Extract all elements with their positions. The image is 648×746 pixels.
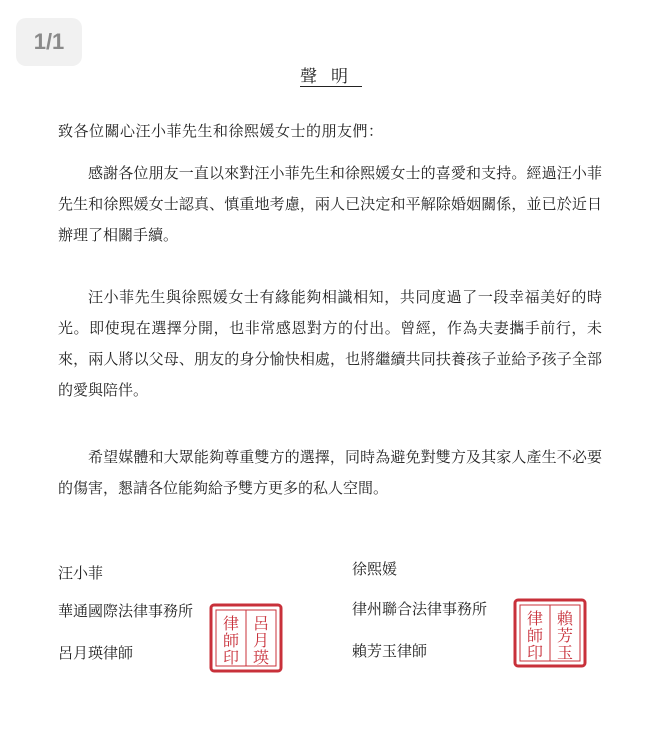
left-law-firm: 華通國際法律事務所 (58, 602, 194, 620)
paragraph-2: 汪小菲先生與徐熙媛女士有緣能夠相識相知，共同度過了一段幸福美好的時光。即使現在選擇分開，也非常感恩對方的付出。曾經，作為夫妻攜手前行，未來，兩人將以父母、朋友的身分愉快相處，也將繼續共同扶養孩子並給予孩子全部的愛與陪伴。 (58, 288, 602, 399)
right-lawyer: 賴芳玉律師 (352, 642, 428, 660)
left-seal-char: 律 (222, 614, 240, 633)
left-seal-char: 印 (222, 648, 240, 667)
left-seal-char: 瑛 (252, 648, 270, 667)
paragraph-1: 感謝各位朋友一直以來對汪小菲先生和徐熙媛女士的喜愛和支持。經過汪小菲先生和徐熙媛女士認真、慎重地考慮，兩人已決定和平解除婚姻關係，並已於近日辦理了相關手續。 (58, 164, 602, 244)
right-seal-char: 芳 (556, 626, 574, 645)
left-signatory-name: 汪小菲 (58, 564, 104, 582)
paragraph-3: 希望媒體和大眾能夠尊重雙方的選擇，同時為避免對雙方及其家人產生不必要的傷害，懇請各位能夠給予雙方更多的私人空間。 (58, 448, 602, 497)
right-seal-char: 玉 (556, 643, 574, 662)
right-seal-char: 印 (526, 643, 544, 662)
page-counter: 1/1 (16, 18, 82, 66)
left-seal-char: 月 (252, 631, 270, 650)
document-title-text: 聲明 (300, 67, 362, 87)
right-lawyer-seal-icon (512, 597, 588, 669)
right-law-firm: 律州聯合法律事務所 (352, 600, 488, 618)
left-seal-char: 呂 (252, 614, 270, 633)
right-seal-char: 師 (526, 626, 544, 645)
left-lawyer-seal-icon (208, 602, 284, 674)
left-lawyer: 呂月瑛律師 (58, 644, 134, 662)
document-title (0, 62, 648, 87)
salutation: 致各位關心汪小菲先生和徐熙媛女士的朋友們： (58, 122, 384, 140)
right-signatory-name: 徐熙媛 (352, 560, 398, 578)
right-seal-char: 律 (526, 609, 544, 628)
right-seal-char: 賴 (556, 609, 574, 628)
left-seal-char: 師 (222, 631, 240, 650)
